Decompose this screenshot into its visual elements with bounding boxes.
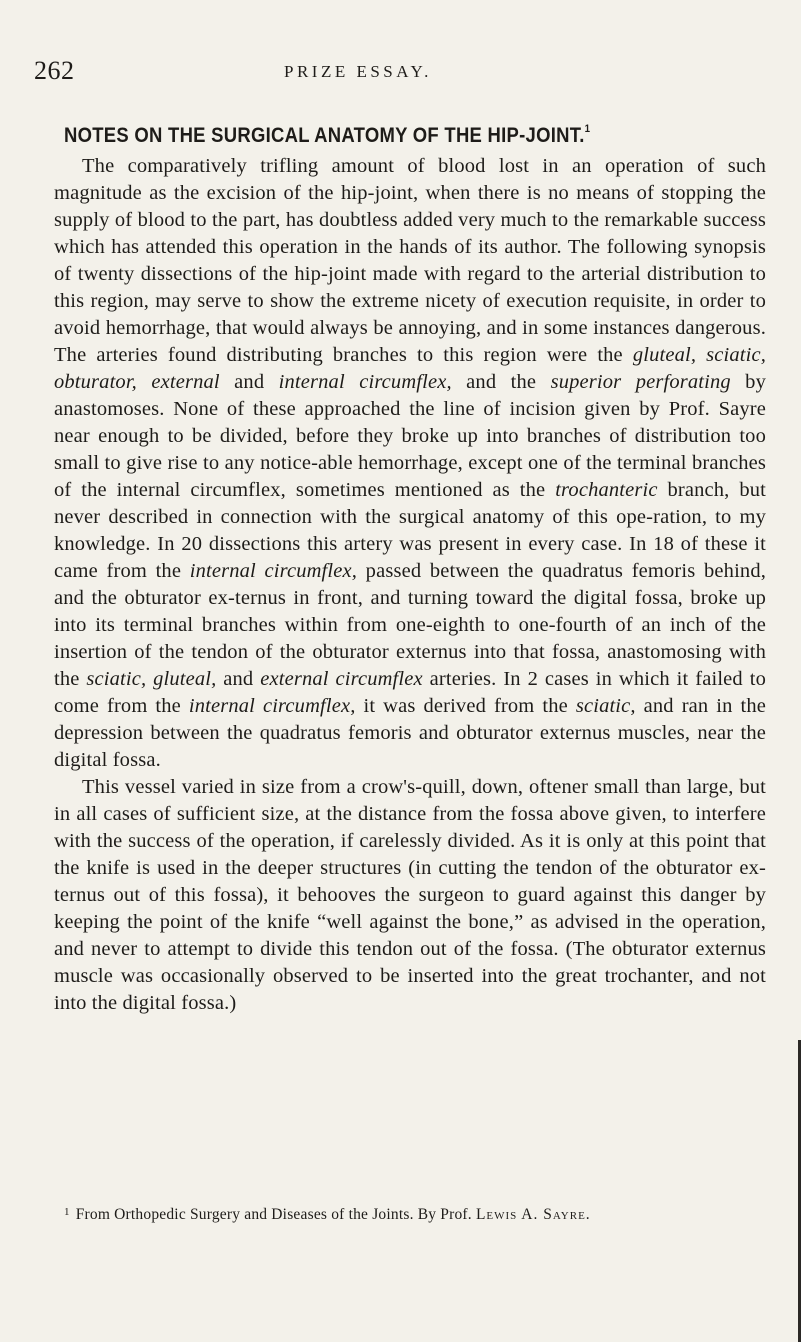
internal-circumflex-italic: internal circumflex, [278,371,452,393]
page-number: 262 [34,56,75,85]
paragraph-1 [54,153,766,774]
article-title [64,124,680,148]
paragraph-1-text-g: and [216,668,261,690]
running-head [34,56,774,92]
internal-circumflex-italic-3: internal circumflex, [188,695,356,717]
footnote [64,1206,764,1224]
paragraph-2: This vessel varied in size from a crow's-quill, down, oftener small than large, but in all cases of sufficient size, at the distance from the fossa above given, to interfere with the success of the operation, if carelessly divided. As it is only at this point that the knife is used in the deeper structures (in cutting the tendon of the obturator ex-ternus out of this fossa), it behooves the surgeon to guard against this danger by keeping the point of the knife “well against the bone,” as advised in the operation, and never to attempt to divide this tendon out of the fossa. (The obturator externus muscle was occasionally observed to be inserted into the great trochanter, and not into the digital fossa.) [54,776,766,1014]
article-body [54,153,766,1017]
superior-perforating-italic: superior perforating [550,371,731,393]
internal-circumflex-italic-2: internal circumflex, [189,560,358,582]
paragraph-1-text-a: The comparatively trifling amount of blood lost in an operation of such magnitude as the excision of the hip-joint, when there is no means of stopping the supply of blood to the part, has doubtless added very much to the remarkable success which has attended this operation in the hands of its author. The following synopsis of twenty dissections of the hip-joint made with regard to the arterial distribution to this region, may serve to show the extreme nicety of execution requisite, in order to avoid hemorrhage, that would always be annoying, and in some instances dangerous. The arteries found distributing branches to this region were the [54,155,766,366]
article-title-text: NOTES ON THE SURGICAL ANATOMY OF THE HIP-JOINT. [64,124,585,147]
paragraph-1-text-f: passed between the quadratus femoris behind, and the obturator ex-ternus in front, and turning toward the digital fossa, broke up into its terminal branches within from one-eighth to one-fourth of an inch of the insertion of the tendon of the obturator externus into that fossa, anastomosing with the [54,560,766,690]
paragraph-1-text-k: and ran in the depression between the quadratus femoris and obturator externus muscles, near the digital fossa. [54,695,767,771]
sciatic-gluteal-italic: sciatic, gluteal, [86,668,217,690]
paragraph-1-text-c: and the [451,371,551,393]
footnote-marker: 1 [64,1206,70,1218]
footnote-text: From Orthopedic Surgery and Diseases of the Joints. By Prof. [75,1206,476,1223]
paragraph-1-text-e: branch, but never described in connection with the surgical anatomy of this ope-ration, to my knowledge. In 20 dissections this artery was present in every case. In 18 of these it came from the [54,479,766,582]
paragraph-1-text-d: by anastomoses. None of these approached the line of incision given by Prof. Sayre near enough to be divided, before they broke up into branches of distribution too small to give rise to any notice-able hemorrhage, except one of the terminal branches of the internal circumflex, sometimes mentioned as the [54,371,766,501]
artery-names-italic: gluteal, sciatic, obturator, external [54,344,766,393]
footnote-author: Lewis A. Sayre. [475,1206,591,1223]
external-circumflex-italic: external circumflex [260,668,423,690]
running-title: PRIZE ESSAY. [284,62,432,81]
sciatic-italic: sciatic, [575,695,636,717]
paragraph-1-text-j: it was derived from the [355,695,576,717]
paragraph-1-text-b: and [219,371,279,393]
title-footnote-marker: 1 [584,123,591,135]
trochanteric-italic: trochanteric [555,479,658,501]
paragraph-1-text-h: arteries. In 2 cases in which it failed to come from the [54,668,766,717]
